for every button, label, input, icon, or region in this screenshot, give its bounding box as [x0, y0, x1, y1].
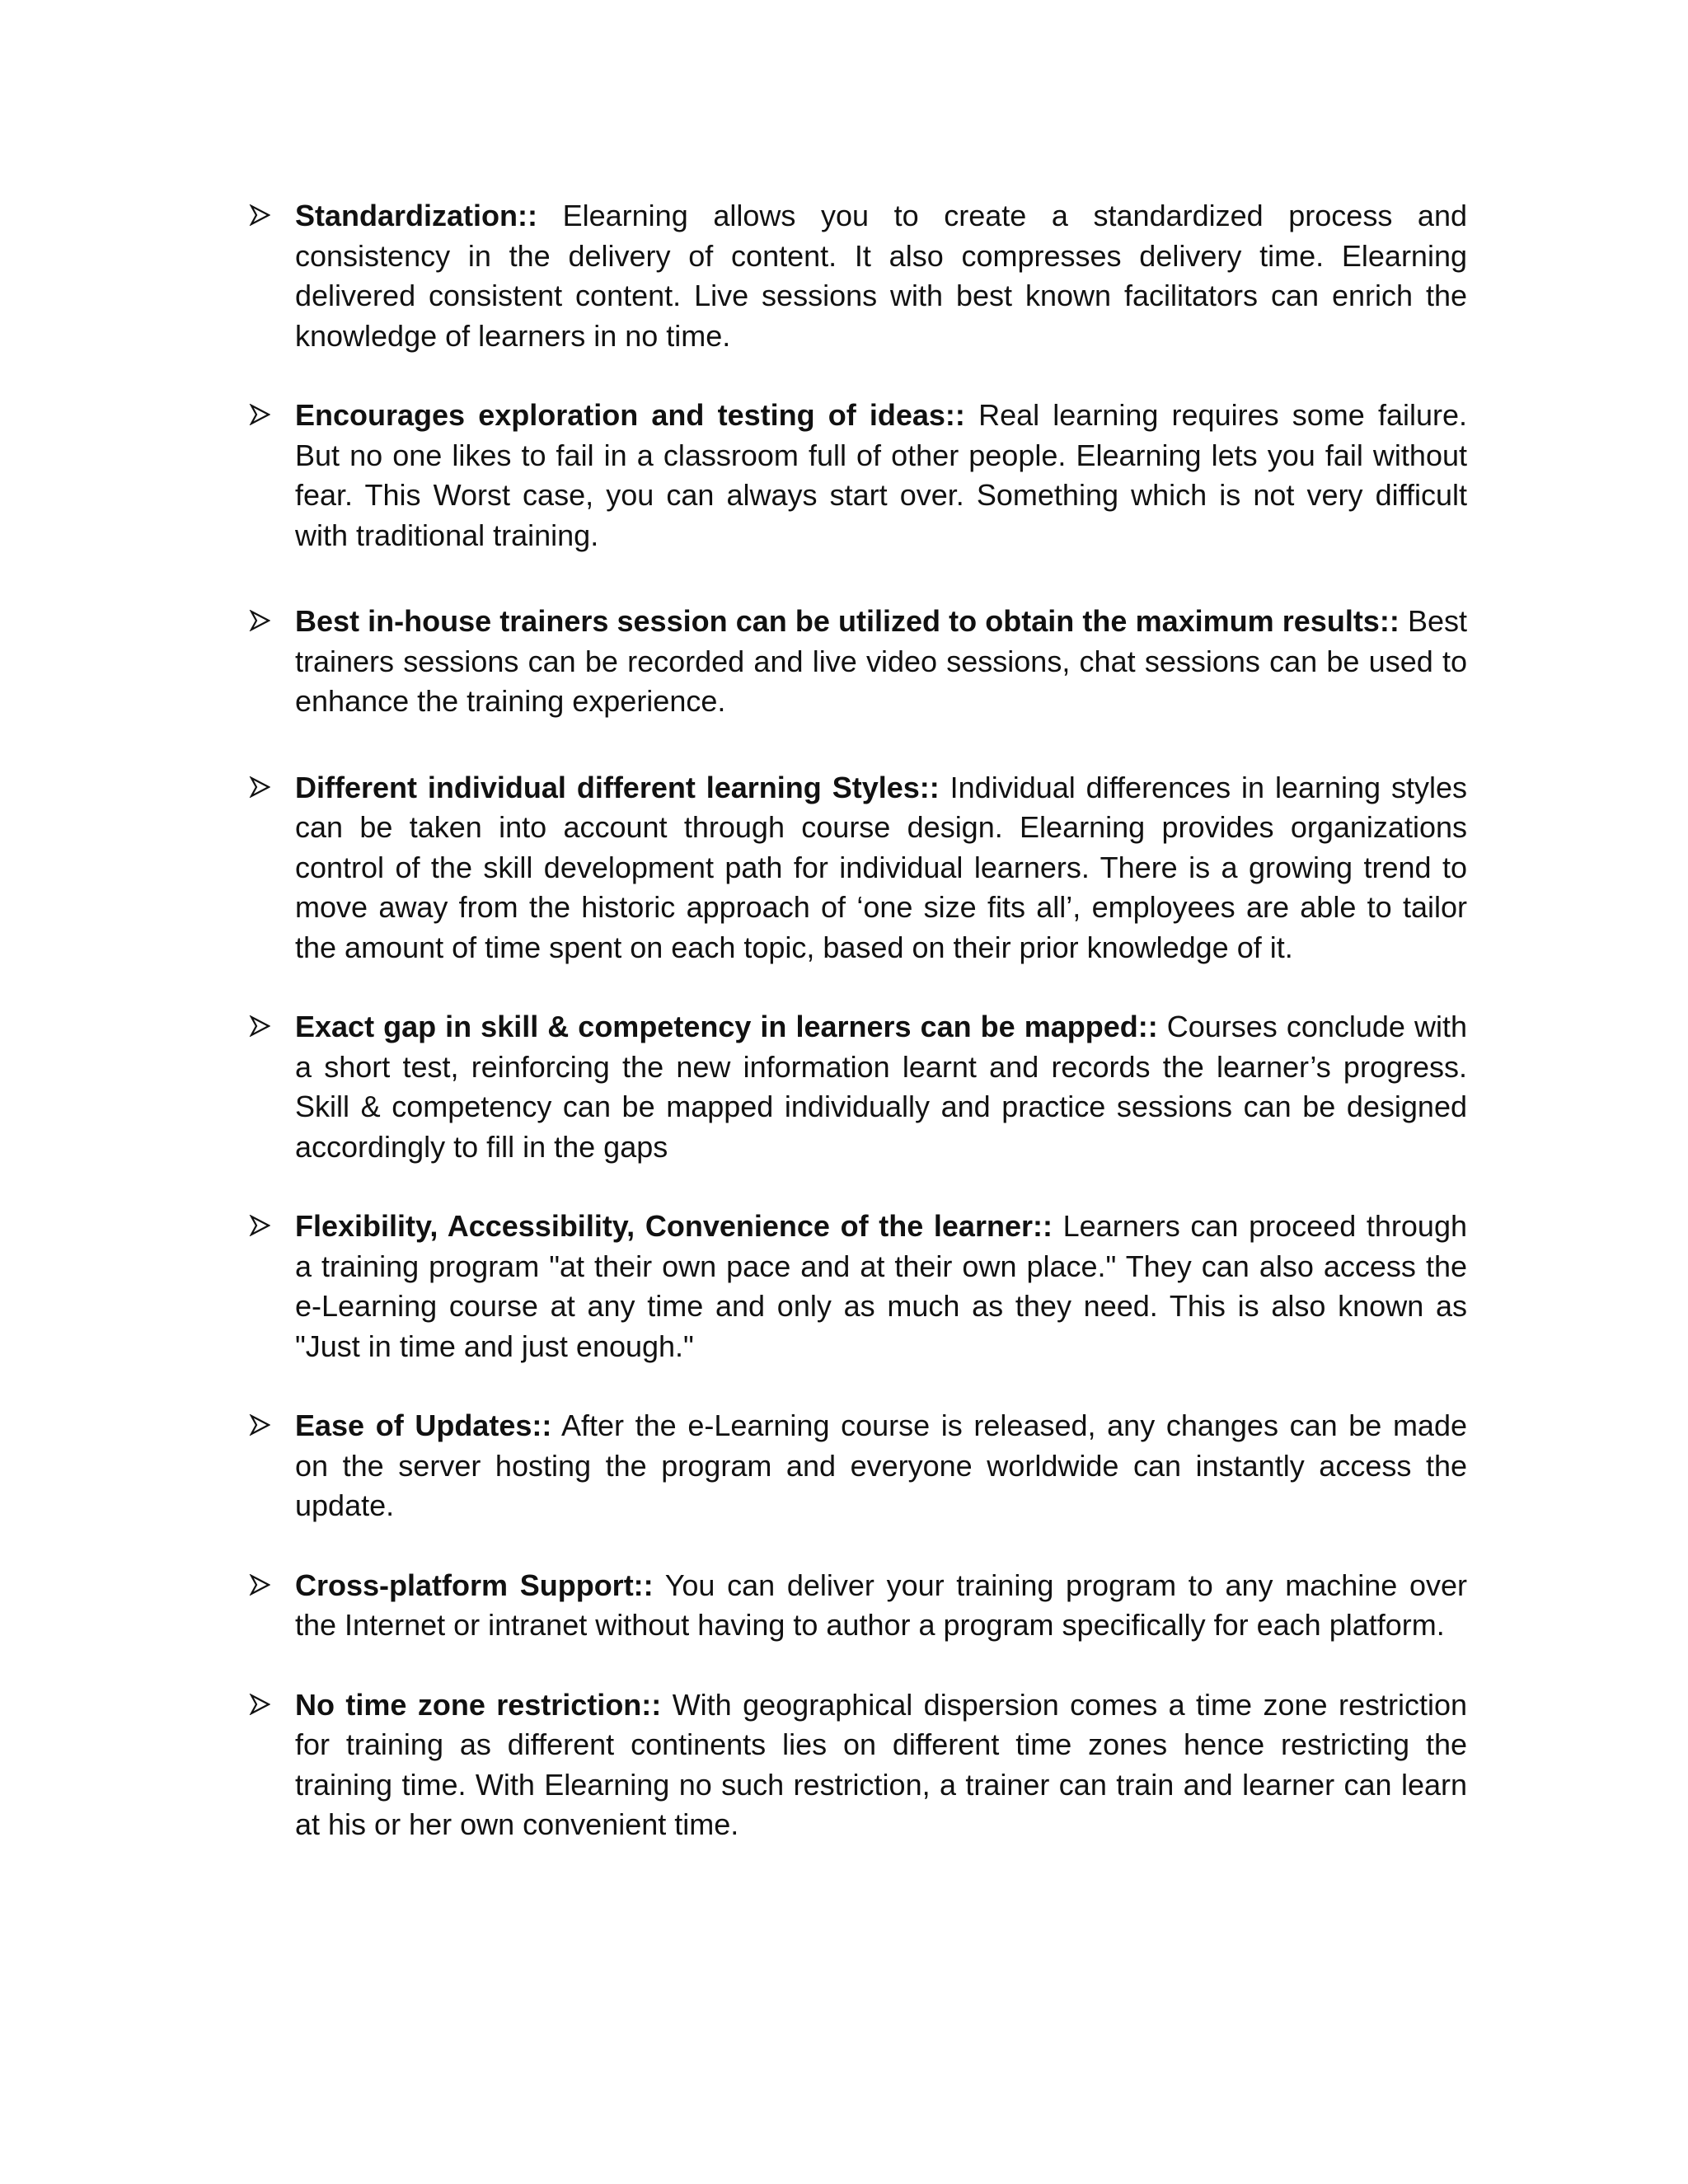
list-item: [247, 602, 1467, 722]
list-item: [247, 196, 1467, 356]
item-term: No time zone restriction::: [295, 1687, 662, 1722]
arrow-bullet-icon: [249, 1015, 270, 1037]
item-text: Best trainers sessions can be recorded and live video sessions, chat sessions can be used to enhance the training experience.: [295, 604, 1467, 718]
arrow-bullet-icon: [249, 1414, 270, 1436]
arrow-bullet-icon: [249, 1574, 270, 1596]
item-term: Standardization::: [295, 199, 537, 232]
item-text: Learners can proceed through a training program "at their own pace and at their own place." They can also access the e-Learning course at any time and only as much as they need. This is also known as "Just in time and just enough.": [295, 1209, 1467, 1363]
list-item: [247, 1406, 1467, 1526]
item-term: Exact gap in skill & competency in learners can be mapped::: [295, 1010, 1158, 1043]
item-term: Different individual different learning Styles::: [295, 770, 940, 804]
item-text: Courses conclude with a short test, reinforcing the new information learnt and records the learner’s progress. Skill & competency can be mapped individually and practice sessions can be designed accordingly to fill in the gaps: [295, 1010, 1467, 1164]
item-term: Flexibility, Accessibility, Convenience of the learner::: [295, 1209, 1053, 1243]
item-text: You can deliver your training program to any machine over the Internet or intranet without having to author a program specifically for each platform.: [295, 1568, 1467, 1642]
item-term: Ease of Updates::: [295, 1408, 552, 1442]
arrow-bullet-icon: [249, 1694, 270, 1715]
list-item: [247, 1207, 1467, 1366]
item-text: With geographical dispersion comes a time zone restriction for training as different continents lies on different time zones hence restricting the training time. With Elearning no such restriction, a trainer can train and learner can learn at his or her own convenient time.: [295, 1687, 1467, 1841]
list-item: [247, 1007, 1467, 1167]
list-item: [247, 768, 1467, 968]
list-item: [247, 1566, 1467, 1646]
list-item: [247, 1685, 1467, 1845]
item-text: Real learning requires some failure. But no one likes to fail in a classroom full of other people. Elearning lets you fail without fear. This Worst case, you can always start over. Something which is not very difficult with traditional training.: [295, 398, 1467, 552]
arrow-bullet-icon: [249, 204, 270, 226]
item-term: Best in-house trainers session can be utilized to obtain the maximum results::: [295, 604, 1400, 638]
item-text: Elearning allows you to create a standardized process and consistency in the delivery of content. It also compresses delivery time. Elearning delivered consistent content. Live sessions with best known facilitators can enrich the knowledge of learners in no time.: [295, 199, 1467, 353]
arrow-bullet-icon: [249, 404, 270, 425]
arrow-bullet-icon: [249, 1215, 270, 1236]
list-item: [247, 396, 1467, 555]
arrow-bullet-icon: [249, 610, 270, 631]
item-text: After the e-Learning course is released, any changes can be made on the server hosting the program and everyone worldwide can instantly access the update.: [295, 1408, 1467, 1522]
item-term: Encourages exploration and testing of ideas::: [295, 398, 965, 432]
benefits-list: [247, 196, 1467, 1885]
arrow-bullet-icon: [249, 776, 270, 798]
item-term: Cross-platform Support::: [295, 1568, 654, 1602]
item-text: Individual differences in learning styles can be taken into account through course design. Elearning provides organizations control of the skill development path for individual learners. There is a growing trend to move away from the historic approach of ‘one size fits all’, employees are able to tailor the amount of time spent on each topic, based on their prior knowledge of it.: [295, 770, 1467, 964]
